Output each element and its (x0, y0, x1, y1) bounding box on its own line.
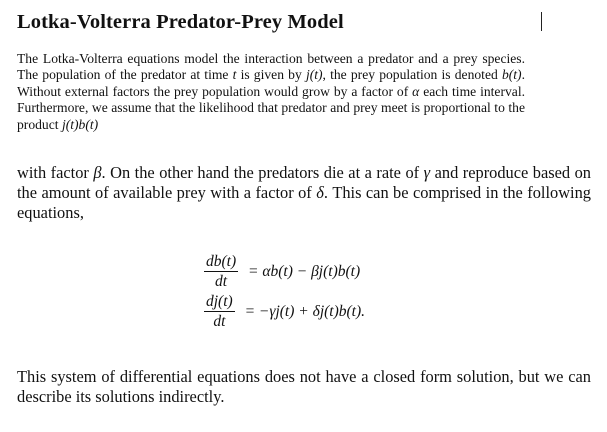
equation-prey (204, 251, 365, 291)
var-beta: β (93, 163, 102, 182)
denominator: dt (213, 312, 226, 330)
fraction-db-dt (204, 253, 238, 290)
intro-text-1: The Lotka-Volterra equations model the interaction between a predator and a prey species. The population of the predator at time (17, 51, 525, 83)
second-text-4: . This can be comprised in the following equations, (17, 182, 591, 222)
fraction-dj-dt (204, 293, 235, 330)
second-text-3: and reproduce based on the amount of available prey with a factor of (17, 163, 592, 202)
second-paragraph (17, 163, 591, 222)
equation-rhs: = −γj(t) + δj(t)b(t). (240, 302, 366, 320)
intro-text-2: is given by (236, 67, 306, 83)
equation-rhs: = αb(t) − βj(t)b(t) (244, 262, 361, 280)
page-title: Lotka-Volterra Predator-Prey Model (17, 11, 344, 33)
var-j-of-t: j(t) (305, 67, 323, 83)
intro-text-4: . Without external factors the prey population would grow by a factor of (17, 67, 525, 99)
var-b-of-t: b(t) (501, 67, 522, 83)
denominator: dt (215, 272, 228, 290)
intro-text-5: each time interval. Furthermore, we assume that the likelihood that predator and prey meet is proportional to the product (17, 83, 525, 132)
closing-paragraph: This system of differential equations does not have a closed form solution, but we can describe its solutions indirectly. (17, 367, 591, 406)
var-gamma: γ (423, 163, 431, 182)
var-delta: δ (316, 182, 324, 202)
numerator: dj(t) (206, 292, 233, 310)
numerator: db(t) (206, 252, 237, 270)
var-alpha: α (412, 83, 420, 99)
equation-predator (204, 291, 365, 331)
intro-paragraph (17, 51, 525, 133)
var-jb-product: j(t)b(t) (61, 116, 99, 132)
equation-block (204, 251, 365, 331)
text-cursor (541, 12, 542, 31)
intro-text-3: , the prey population is denoted (322, 67, 502, 83)
second-text-1: with factor (17, 163, 94, 182)
var-t: t (232, 67, 237, 83)
second-text-2: . On the other hand the predators die at a rate of (101, 163, 424, 182)
